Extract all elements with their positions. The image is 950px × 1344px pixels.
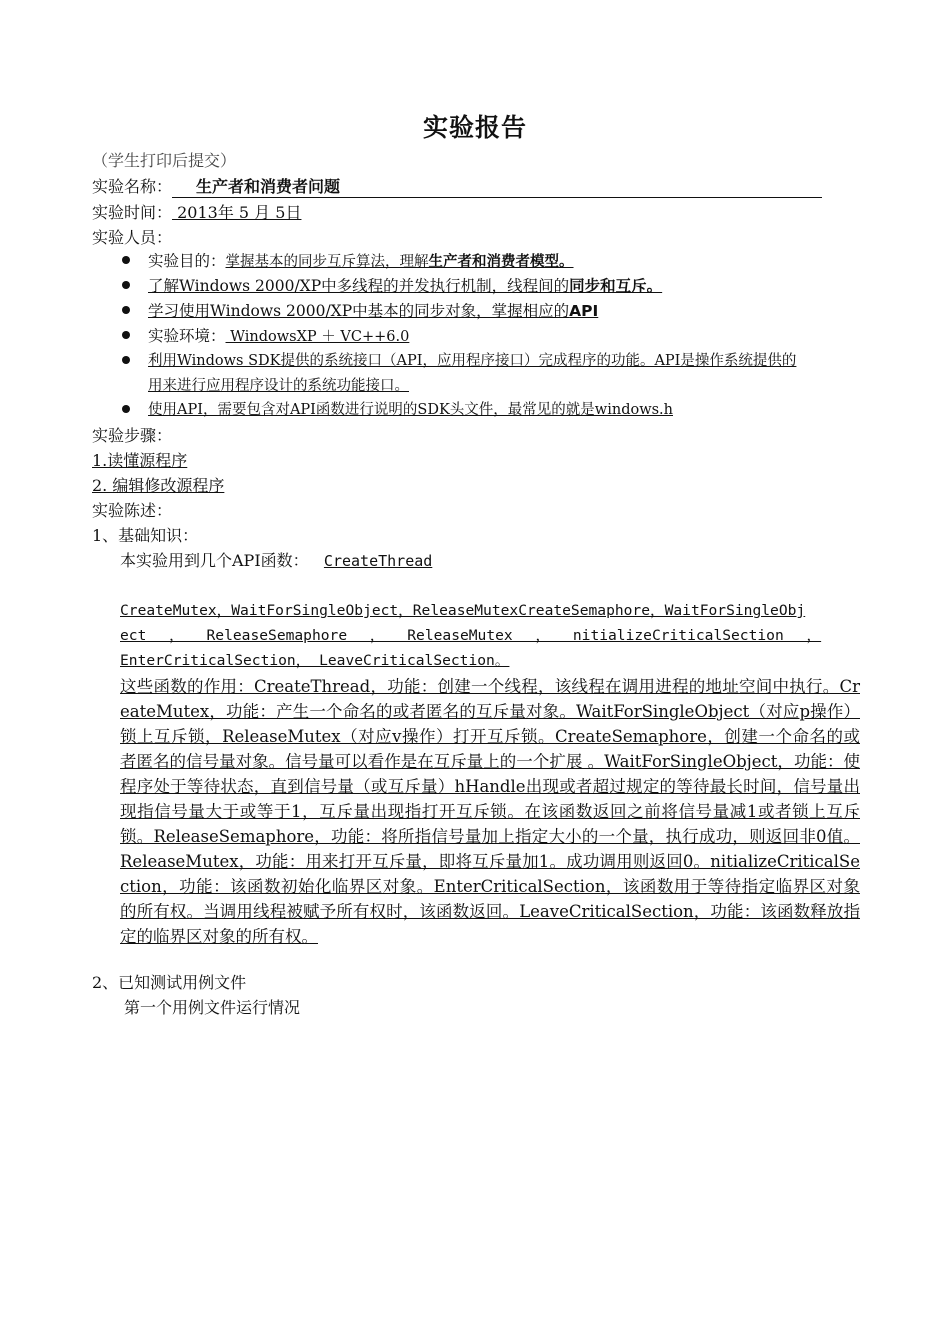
bullet-dot bbox=[122, 281, 130, 289]
experiment-time-value: 2013年 5 月 5日 bbox=[172, 203, 302, 222]
api-list-line2: ect ， ReleaseSemaphore ， ReleaseMutex ， nitializeCriticalSection ， bbox=[120, 627, 822, 644]
api-intro-text: 本实验用到几个API函数： bbox=[120, 551, 309, 570]
experiment-people-label: 实验人员： bbox=[92, 228, 173, 247]
bullet-sdk-line1: 利用Windows SDK提供的系统接口（API，应用程序接口）完成程序的功能。API是操作系统提供的 bbox=[148, 353, 797, 369]
bullet-windows-h: 使用API，需要包含对API函数进行说明的SDK头文件，最常见的就是windows.h bbox=[148, 402, 673, 418]
bullet-dot bbox=[122, 256, 130, 264]
api-list-line3: EnterCriticalSection， LeaveCriticalSection。 bbox=[120, 652, 510, 669]
environment-label: 实验环境： bbox=[148, 327, 226, 345]
experiment-name-row bbox=[92, 176, 822, 198]
submit-note: （学生打印后提交） bbox=[92, 151, 237, 170]
function-description: 这些函数的作用：CreateThread，功能：创建一个线程，该线程在调用进程的地址空间中执行。CreateMutex，功能：产生一个命名的或者匿名的互斥量对象。WaitForSingleObject（对应p操作）锁上互斥锁，ReleaseMutex（对应v操作）打开互斥锁。CreateSemaphore，创建一个命名的或者匿名的信号量对象。信号量可以看作是在互斥量上的一个扩展 。WaitForSingleObject，功能：使程序处于等待状态，直到信号量（或互斥量）hHandle出现或者超过规定的等待最长时间，信号量出现指信号量大于或等于1，互斥量出现指打开互斥锁。在该函数返回之前将信号量减1或者锁上互斥锁。ReleaseSemaphore，功能：将所指信号量加上指定大小的一个量，执行成功，则返回非0值。ReleaseMutex，功能：用来打开互斥量，即将互斥量加1。成功调用则返回0。nitializeCriticalSection，功能：该函数初始化临界区对象。EnterCriticalSection，该函数用于等待指定临界区对象的所有权。当调用线程被赋予所有权时，该函数返回。LeaveCriticalSection，功能：该函数释放指定的临界区对象的所有权。 bbox=[120, 677, 860, 946]
bullet-dot bbox=[122, 331, 130, 339]
experiment-name-label: 实验名称： bbox=[92, 177, 173, 196]
step-1: 1.读懂源程序 bbox=[92, 451, 188, 470]
section-2-title: 2、已知测试用例文件 bbox=[92, 973, 247, 992]
bullet-dot bbox=[122, 306, 130, 314]
section-2-text: 第一个用例文件运行情况 bbox=[124, 998, 301, 1017]
experiment-time-row bbox=[92, 202, 301, 224]
section-1-title: 1、基础知识： bbox=[92, 526, 199, 545]
bullet-dot bbox=[122, 356, 130, 364]
experiment-time-label: 实验时间： bbox=[92, 203, 173, 222]
step-2: 2. 编辑修改源程序 bbox=[92, 476, 225, 495]
api-intro bbox=[120, 550, 432, 572]
steps-label: 实验步骤： bbox=[92, 426, 173, 445]
bullet-sync-objects bbox=[148, 300, 598, 322]
statement-label: 实验陈述： bbox=[92, 501, 173, 520]
api-intro-func: CreateThread bbox=[323, 552, 433, 570]
purpose-label: 实验目的： bbox=[148, 252, 226, 270]
bullet-sdk-line2: 用来进行应用程序设计的系统功能接口。 bbox=[148, 378, 409, 394]
threads-bold: 同步和互斥。 bbox=[569, 277, 663, 295]
report-title: 实验报告 bbox=[422, 113, 527, 142]
environment-text: WindowsXP ＋ VC++6.0 bbox=[225, 329, 410, 345]
api-list-line1: CreateMutex，WaitForSingleObject，ReleaseMutexCreateSemaphore，WaitForSingleObj bbox=[120, 602, 806, 619]
bullet-windows-threads bbox=[148, 275, 662, 297]
purpose-bold: 生产者和消费者模型。 bbox=[428, 254, 574, 270]
bullet-environment bbox=[148, 325, 409, 348]
sync-bold: API bbox=[569, 302, 599, 320]
bullet-dot bbox=[122, 405, 130, 413]
bullet-purpose bbox=[148, 250, 574, 273]
purpose-text: 掌握基本的同步互斥算法，理解 bbox=[225, 254, 429, 270]
sync-text: 学习使用Windows 2000/XP中基本的同步对象，掌握相应的 bbox=[148, 302, 570, 320]
experiment-name-value: 生产者和消费者问题 bbox=[172, 177, 822, 198]
threads-text: 了解Windows 2000/XP中多线程的并发执行机制，线程间的 bbox=[148, 277, 570, 295]
